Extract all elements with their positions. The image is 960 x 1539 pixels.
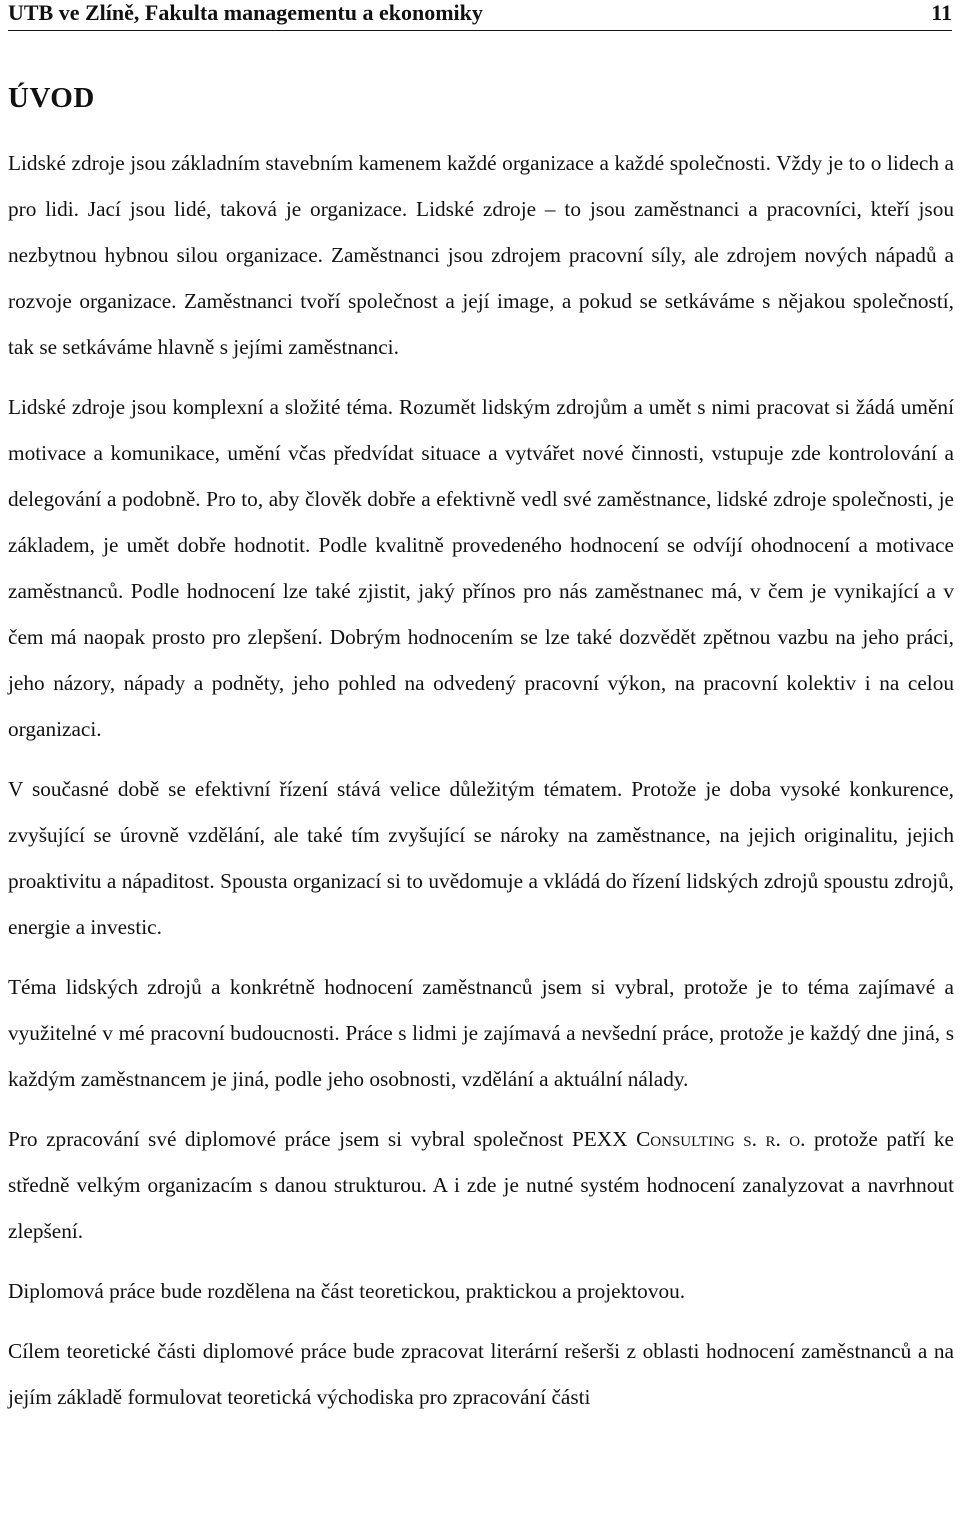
paragraph-7: Cílem teoretické části diplomové práce bude zpracovat literární rešerši z oblasti hodnocení zaměstnanců a na jejím základě formulovat teoretická východiska pro zpracování části: [8, 1339, 954, 1409]
body-text: [8, 140, 954, 1420]
paragraph-3: V současné době se efektivní řízení stává velice důležitým tématem. Protože je doba vysoké konkurence, zvyšující se úrovně vzdělání, ale také tím zvyšující se nároky na zaměstnance, na jejich originalitu, jejich proaktivitu a nápaditost. Spousta organizací si to uvědomuje a vkládá do řízení lidských zdrojů spoustu zdrojů, energie a investic.: [8, 777, 954, 939]
company-suffix-smallcaps: s. r. o.: [743, 1127, 806, 1151]
paragraph-2: Lidské zdroje jsou komplexní a složité téma. Rozumět lidským zdrojům a umět s nimi pracovat si žádá umění motivace a komunikace, umění včas předvídat situace a vytvářet nové činnosti, vstupuje zde kontrolování a delegování a podobně. Pro to, aby člověk dobře a efektivně vedl své zaměstnance, lidské zdroje společnosti, je základem, je umět dobře hodnotit. Podle kvalitně provedeného hodnocení se odvíjí ohodnocení a motivace zaměstnanců. Podle hodnocení lze také zjistit, jaký přínos pro nás zaměstnanec má, v čem je vynikající a v čem má naopak prosto pro zlepšení. Dobrým hodnocením se lze také dozvědět zpětnou vazbu na jeho práci, jeho názory, nápady a podněty, jeho pohled na odvedený pracovní výkon, na pracovní kolektiv i na celou organizaci.: [8, 395, 954, 741]
company-name-smallcaps: onsulting: [650, 1127, 735, 1151]
page-number: 11: [931, 0, 952, 25]
paragraph-1: Lidské zdroje jsou základním stavebním kamenem každé organizace a každé společnosti. Vždy je to o lidech a pro lidi. Jací jsou lidé, taková je organizace. Lidské zdroje – to jsou zaměstnanci a pracovníci, kteří jsou nezbytnou hybnou silou organizace. Zaměstnanci jsou zdrojem pracovní síly, ale zdrojem nových nápadů a rozvoje organizace. Zaměstnanci tvoří společnost a její image, a pokud se setkáváme s nějakou společností, tak se setkáváme hlavně s jejími zaměstnanci.: [8, 151, 954, 359]
paragraph-5: Pro zpracování své diplomové práce jsem si vybral společnost PEXX Consulting s. r. o. protože patří ke středně velkým organizacím s danou strukturou. A i zde je nutné systém hodnocení zanalyzovat a navrhnout zlepšení.: [8, 1127, 954, 1243]
paragraph-6: Diplomová práce bude rozdělena na část teoretickou, praktickou a projektovou.: [8, 1279, 686, 1303]
chapter-title: ÚVOD: [8, 82, 95, 114]
running-header: [8, 0, 952, 31]
paragraph-4: Téma lidských zdrojů a konkrétně hodnocení zaměstnanců jsem si vybral, protože je to téma zajímavé a využitelné v mé pracovní budoucnosti. Práce s lidmi je zajímavá a nevšední práce, protože je každý dne jiná, s každým zaměstnancem je jiná, podle jeho osobnosti, vzdělání a aktuální nálady.: [8, 975, 954, 1091]
header-title: UTB ve Zlíně, Fakulta managementu a ekonomiky: [8, 0, 483, 25]
